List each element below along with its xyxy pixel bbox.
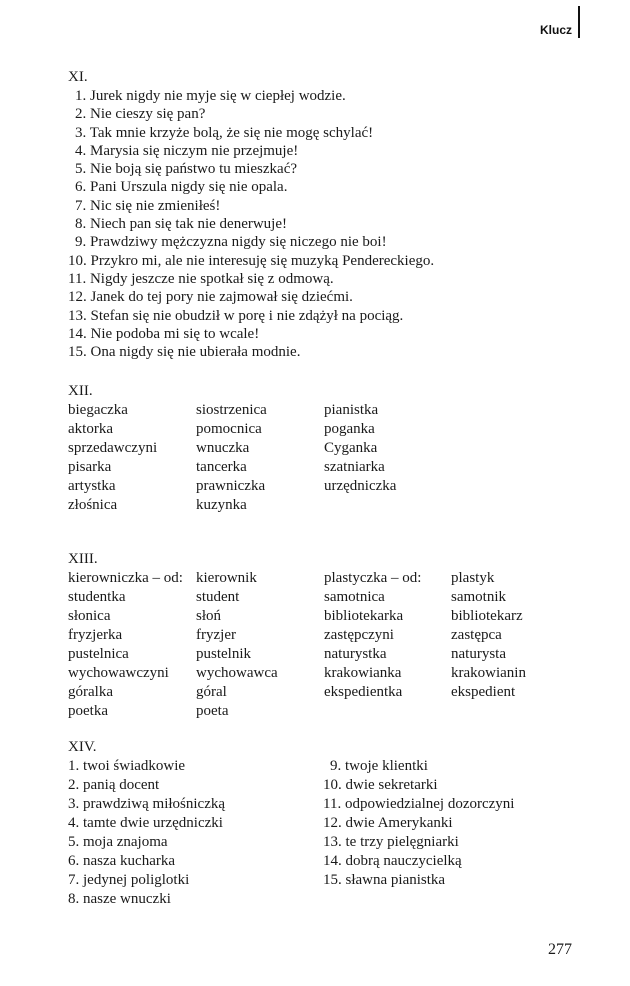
word-column bbox=[324, 401, 396, 496]
section-xiv bbox=[68, 738, 568, 907]
word: wychowawca bbox=[196, 665, 278, 681]
word-column bbox=[451, 569, 526, 702]
list-item: 6. Pani Urszula nigdy się nie opala. bbox=[75, 179, 288, 196]
list-item: 10. Przykro mi, ale nie interesuję się muzyką Pendereckiego. bbox=[68, 252, 435, 269]
word: prawniczka bbox=[196, 478, 266, 494]
list-item: 8. nasze wnuczki bbox=[68, 891, 171, 907]
section-xii bbox=[68, 382, 568, 513]
list-item: 13. te trzy pielęgniarki bbox=[323, 834, 459, 850]
word: sprzedawczyni bbox=[68, 440, 158, 456]
list-item: 7. jedynej poliglotki bbox=[68, 872, 190, 888]
list-item: 9. twoje klientki bbox=[330, 758, 428, 774]
list-item: 1. twoi świadkowie bbox=[68, 758, 186, 774]
phrase-column bbox=[323, 757, 514, 890]
word: plastyk bbox=[451, 570, 495, 586]
list-item: 6. nasza kucharka bbox=[68, 853, 176, 869]
word: samotnik bbox=[451, 589, 506, 605]
list-item: 11. Nigdy jeszcze nie spotkał się z odmową. bbox=[68, 270, 334, 287]
list-item: 4. tamte dwie urzędniczki bbox=[68, 815, 223, 831]
word: krakowianin bbox=[451, 665, 526, 681]
word: słonica bbox=[68, 608, 111, 624]
word: pisarka bbox=[68, 459, 112, 475]
list-item: 2. panią docent bbox=[68, 777, 160, 793]
list-item: 2. Nie cieszy się pan? bbox=[75, 106, 206, 123]
word: tancerka bbox=[196, 459, 247, 475]
word: kierowniczka – od: bbox=[68, 570, 183, 586]
list-item: 9. Prawdziwy mężczyzna nigdy się niczego nie boi! bbox=[75, 234, 387, 251]
word: zastępca bbox=[451, 627, 502, 643]
word: słoń bbox=[196, 608, 222, 624]
list-item: 13. Stefan się nie obudził w porę i nie zdążył na pociąg. bbox=[68, 307, 404, 324]
word: kierownik bbox=[196, 570, 257, 586]
word: samotnica bbox=[324, 589, 385, 605]
word-column bbox=[68, 401, 157, 515]
word: ekspedientka bbox=[324, 684, 403, 700]
section-title: XII. bbox=[68, 383, 93, 399]
word: złośnica bbox=[68, 497, 118, 513]
list-item: 1. Jurek nigdy nie myje się w ciepłej wodzie. bbox=[75, 88, 346, 104]
word: bibliotekarka bbox=[324, 608, 404, 624]
word: urzędniczka bbox=[324, 478, 397, 494]
word: pomocnica bbox=[196, 421, 262, 437]
list-item: 4. Marysia się niczym nie przejmuje! bbox=[75, 142, 299, 159]
word: fryzjer bbox=[196, 627, 236, 643]
list-item: 11. odpowiedzialnej dozorczyni bbox=[323, 796, 515, 812]
page-number: 277 bbox=[548, 941, 572, 958]
list-item: 14. Nie podoba mi się to wcale! bbox=[68, 325, 260, 342]
word-column bbox=[68, 569, 183, 721]
running-header: Klucz bbox=[539, 23, 572, 37]
list-item: 14. dobrą nauczycielką bbox=[323, 853, 462, 869]
list-item: 5. Nie boją się państwo tu mieszkać? bbox=[75, 161, 298, 178]
word-column bbox=[324, 569, 421, 702]
word: aktorka bbox=[68, 421, 113, 437]
word: kuzynka bbox=[196, 497, 247, 513]
word: Cyganka bbox=[324, 440, 378, 456]
word: wychowawczyni bbox=[68, 665, 169, 681]
word: wnuczka bbox=[196, 440, 250, 456]
word: góral bbox=[196, 684, 227, 700]
list-item: 15. sławna pianistka bbox=[323, 872, 446, 888]
section-title: XIII. bbox=[68, 551, 98, 567]
list-item: 7. Nic się nie zmieniłeś! bbox=[75, 197, 221, 214]
section-title: XI. bbox=[68, 69, 88, 85]
section-xiii bbox=[68, 550, 568, 719]
word: bibliotekarz bbox=[451, 608, 523, 624]
list-item: 5. moja znajoma bbox=[68, 834, 168, 850]
sentence-list bbox=[68, 87, 435, 361]
word-column bbox=[196, 569, 278, 721]
list-item: 10. dwie sekretarki bbox=[323, 777, 438, 793]
word: poganka bbox=[324, 421, 375, 437]
word: studentka bbox=[68, 589, 126, 605]
list-item: 12. dwie Amerykanki bbox=[323, 815, 453, 831]
list-item: 3. Tak mnie krzyże bolą, że się nie mogę schylać! bbox=[75, 124, 374, 141]
word: krakowianka bbox=[324, 665, 402, 681]
word: góralka bbox=[68, 684, 113, 700]
list-item: 12. Janek do tej pory nie zajmował się dziećmi. bbox=[68, 289, 353, 306]
word: student bbox=[196, 589, 240, 605]
list-item: 8. Niech pan się tak nie denerwuje! bbox=[75, 216, 287, 233]
word: pianistka bbox=[324, 402, 379, 418]
word: naturystka bbox=[324, 646, 387, 662]
section-xi bbox=[68, 68, 434, 361]
header-rule bbox=[578, 6, 580, 38]
word: zastępczyni bbox=[324, 627, 394, 643]
list-item: 3. prawdziwą miłośniczką bbox=[68, 796, 226, 812]
word: plastyczka – od: bbox=[324, 570, 422, 586]
word: ekspedient bbox=[451, 684, 516, 700]
word: pustelnik bbox=[196, 646, 251, 662]
word: naturysta bbox=[451, 646, 506, 662]
word: pustelnica bbox=[68, 646, 129, 662]
word: poetka bbox=[68, 703, 108, 719]
phrase-column bbox=[68, 757, 225, 909]
word: siostrzenica bbox=[196, 402, 267, 418]
word: poeta bbox=[196, 703, 229, 719]
word: szatniarka bbox=[324, 459, 385, 475]
list-item: 15. Ona nigdy się nie ubierała modnie. bbox=[68, 344, 301, 361]
word: artystka bbox=[68, 478, 116, 494]
word-column bbox=[196, 401, 267, 515]
word: fryzjerka bbox=[68, 627, 123, 643]
section-title: XIV. bbox=[68, 739, 97, 755]
word: biegaczka bbox=[68, 402, 128, 418]
